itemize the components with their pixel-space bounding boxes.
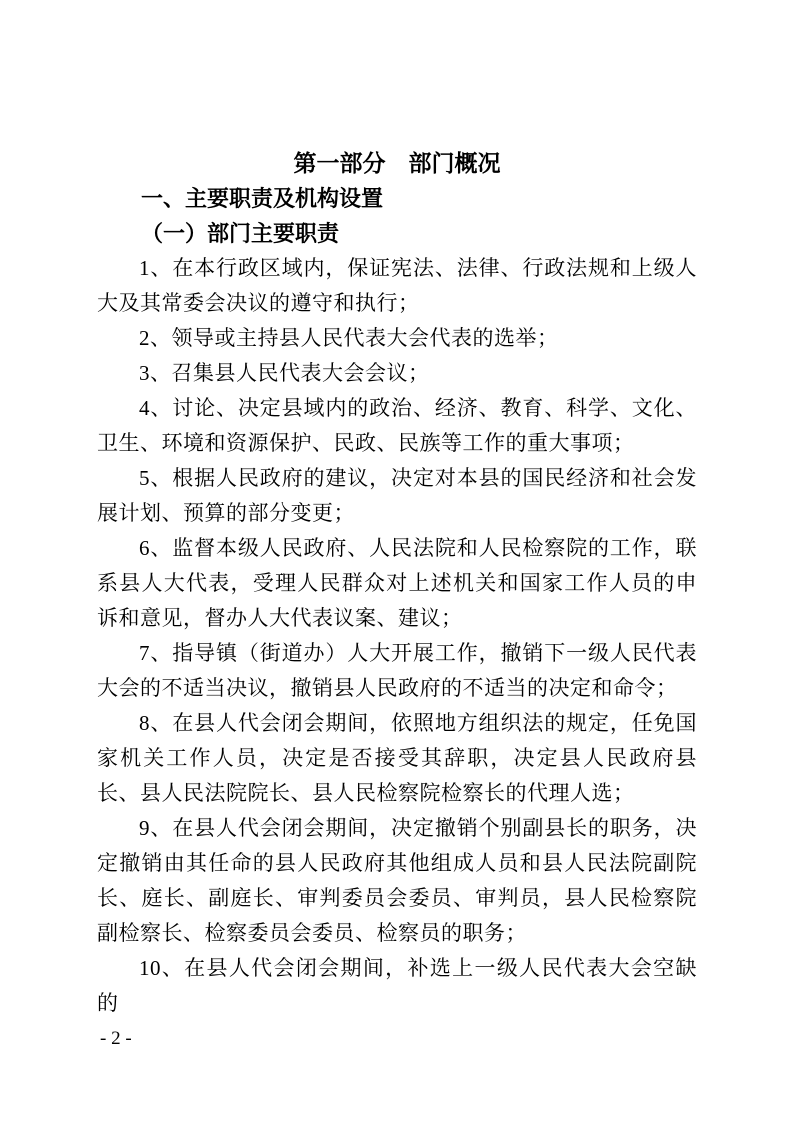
paragraph-1: 1、在本行政区域内，保证宪法、法律、行政法规和上级人大及其常委会决议的遵守和执行； (97, 256, 697, 315)
paragraph-4: 4、讨论、决定县域内的政治、经济、教育、科学、文化、卫生、环境和资源保护、民政、民族等工作的重大事项； (97, 396, 697, 455)
paragraph-3: 3、召集县人民代表大会会议； (139, 361, 430, 385)
section-heading: 一、主要职责及机构设置 (141, 186, 384, 211)
document-title: 第一部分 部门概况 (293, 150, 501, 176)
paragraph-2: 2、领导或主持县人民代表大会代表的选举； (139, 326, 559, 350)
paragraph-8: 8、在县人代会闭会期间，依照地方组织法的规定，任免国家机关工作人员，决定是否接受其辞职，决定县人民政府县长、县人民法院院长、县人民检察院检察长的代理人选； (97, 711, 697, 805)
page-number: - 2 - (100, 1028, 132, 1049)
subsection-heading: （一）部门主要职责 (141, 221, 340, 246)
paragraph-6: 6、监督本级人民政府、人民法院和人民检察院的工作，联系县人大代表，受理人民群众对上述机关和国家工作人员的申诉和意见，督办人大代表议案、建议； (97, 536, 697, 630)
paragraph-10: 10、在县人代会闭会期间，补选上一级人民代表大会空缺的 (97, 956, 697, 1015)
paragraph-7: 7、指导镇（街道办）人大开展工作，撤销下一级人民代表大会的不适当决议，撤销县人民政府的不适当的决定和命令； (97, 641, 697, 700)
paragraph-5: 5、根据人民政府的建议，决定对本县的国民经济和社会发展计划、预算的部分变更； (97, 466, 697, 525)
paragraph-9: 9、在县人代会闭会期间，决定撤销个别副县长的职务，决定撤销由其任命的县人民政府其他组成人员和县人民法院副院长、庭长、副庭长、审判委员会委员、审判员，县人民检察院副检察长、检察委员会委员、检察员的职务； (97, 816, 697, 945)
document-content (97, 146, 697, 1021)
